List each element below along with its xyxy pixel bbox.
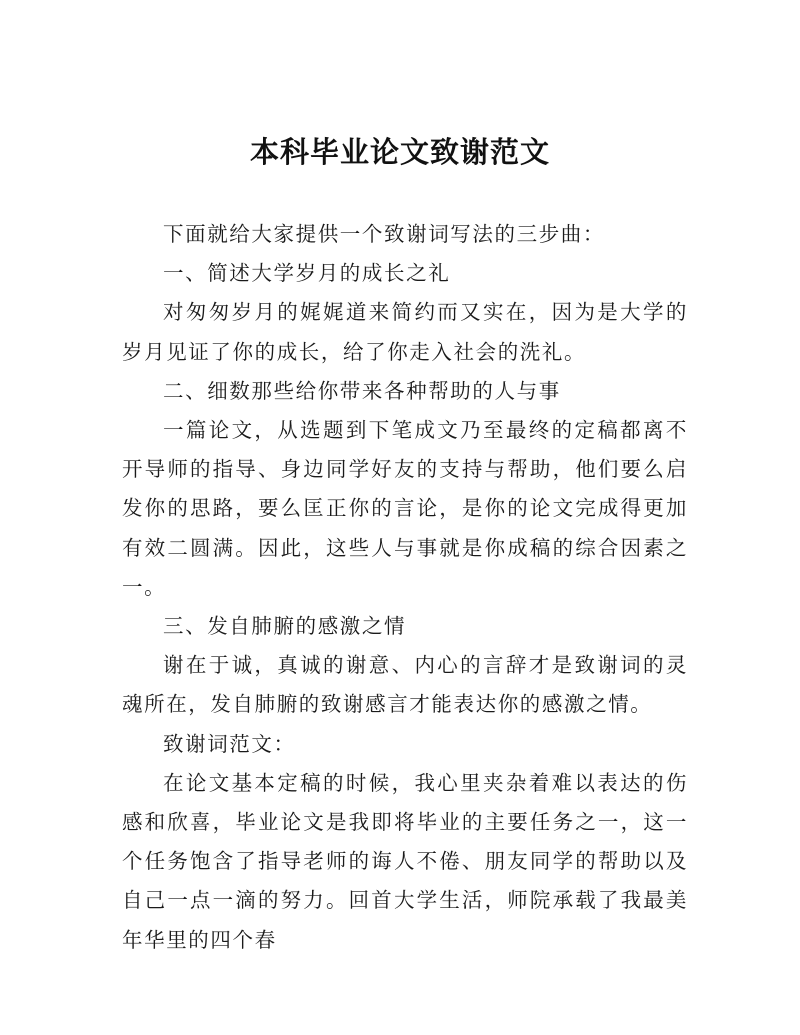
section-heading-2: 二、细数那些给你带来各种帮助的人与事	[163, 378, 561, 403]
sample-heading: 致谢词范文：	[163, 731, 296, 756]
paragraph: 谢在于诚，真诚的谢意、内心的言辞才是致谢词的灵魂所在，发自肺腑的致谢感言才能表达你的感激之情。	[122, 653, 688, 717]
section-heading-1: 一、简述大学岁月的成长之礼	[163, 261, 451, 286]
paragraph: 在论文基本定稿的时候，我心里夹杂着难以表达的伤感和欣喜，毕业论文是我即将毕业的主要任务之一，这一个任务饱含了指导老师的诲人不倦、朋友同学的帮助以及自己一点一滴的努力。回首大学生活，师院承载了我最美年华里的四个春	[122, 770, 688, 952]
paragraph-intro: 下面就给大家提供一个致谢词写法的三步曲：	[163, 222, 605, 246]
paragraph: 一篇论文，从选题到下笔成文乃至最终的定稿都离不开导师的指导、身边同学好友的支持与帮助，他们要么启发你的思路，要么匡正你的言论，是你的论文完成得更加有效二圆满。因此，这些人与事就是你成稿的综合因素之一。	[122, 418, 688, 599]
document-body	[122, 215, 688, 960]
section-heading-3: 三、发自肺腑的感激之情	[163, 614, 407, 639]
document-title: 本科毕业论文致谢范文	[249, 135, 550, 169]
paragraph: 对匆匆岁月的娓娓道来简约而又实在，因为是大学的岁月见证了你的成长，给了你走入社会的洗礼。	[122, 300, 688, 364]
